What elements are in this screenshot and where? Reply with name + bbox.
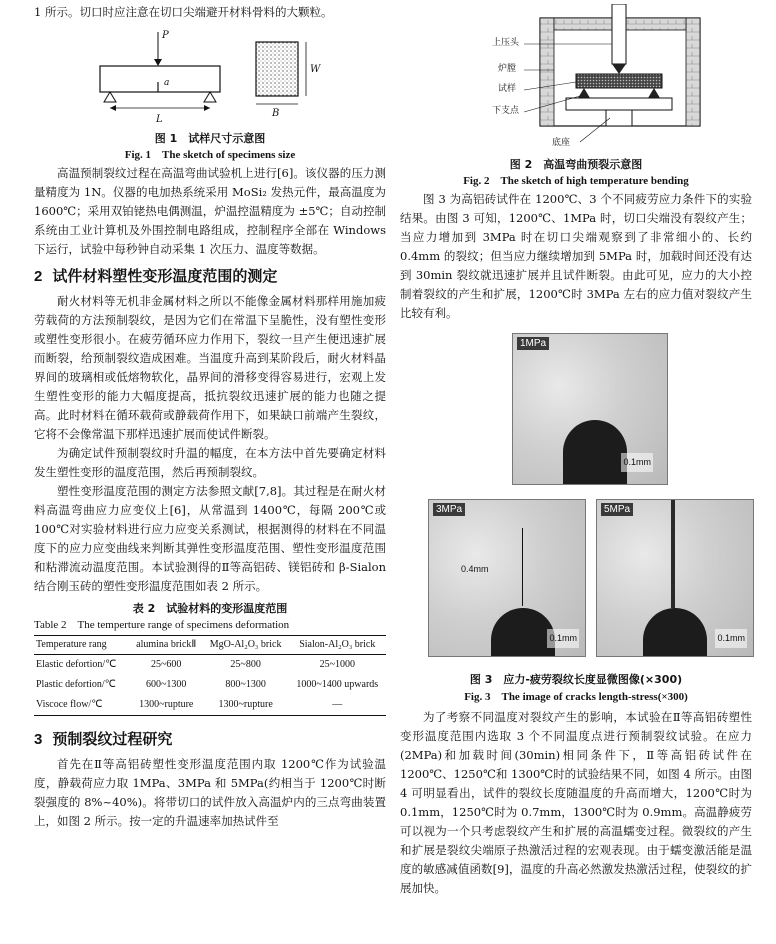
figure-2-caption-cn: 图 2 高温弯曲预裂示意图 xyxy=(509,158,643,171)
micrograph-1mpa xyxy=(512,333,668,485)
label-base: 底座 xyxy=(552,138,571,148)
scale-bar: 0.1mm xyxy=(715,629,747,648)
figure-1-caption-cn: 图 1 试样尺寸示意图 xyxy=(154,132,266,145)
figure-3 xyxy=(400,333,752,689)
table-row xyxy=(34,675,386,695)
stress-tag: 3MPa xyxy=(433,503,465,516)
crack-length-arrow xyxy=(522,528,523,606)
section-title: 试件材料塑性变形温度范围的测定 xyxy=(52,267,278,285)
top-line: 1 所示。切口时应注意在切口尖端避开材料骨料的大颗粒。 xyxy=(34,5,333,19)
figure-3-caption-cn: 图 3 应力-疲劳裂纹长度显微图像(×300) xyxy=(469,673,683,686)
crack-length-label: 0.4mm xyxy=(461,564,489,574)
table-cell: 25~800 xyxy=(230,659,261,670)
table-header-cell: Sialon-Al₂O₃ brick xyxy=(289,636,386,655)
table-cell: Elastic defortion/℃ xyxy=(36,659,117,670)
paragraph: 图 3 为高铝砖试件在 1200℃、3 个不同疲劳应力条件下的实验结果。由图 3 可知，1200℃、1MPa 时，切口尖端没有裂纹产生；当应力增加到 3MPa 时在切口尖端观察到了非常细小的、长约 0.4mm 的裂纹；但当应力继续增加到 5MPa 时，加载时间还没有达到 30min 裂纹就迅速扩展并且试件断裂。由此可见，应力的大小控制着裂纹的产生和扩展，1200℃时 3MPa 左右的应力值对裂纹产生比较有利。 xyxy=(400,192,752,320)
table-cell: 1300~rupture xyxy=(203,695,289,716)
table-header-row xyxy=(34,636,386,655)
label-top-head: 上压头 xyxy=(492,38,520,48)
micrograph-5mpa xyxy=(596,499,754,657)
left-column xyxy=(34,0,386,831)
label-support: 下支点 xyxy=(492,106,520,116)
table-header-cell: alumina brickⅡ xyxy=(130,636,203,655)
table-header-cell: Temperature rang xyxy=(34,636,130,655)
table-cell: 600~1300 xyxy=(146,679,187,690)
table-cell: Viscoce flow/℃ xyxy=(34,695,130,716)
table-2-caption-cn: 表 2 试验材料的变形温度范围 xyxy=(132,602,288,615)
table-row xyxy=(34,655,386,676)
stress-tag: 5MPa xyxy=(601,503,633,516)
notch-tip xyxy=(643,608,707,657)
paragraph: 为确定试件预制裂纹时升温的幅度，在本方法中首先要确定材料发生塑性变形的温度范围，然后再预制裂纹。 xyxy=(34,446,386,479)
section-number: 3 xyxy=(34,731,43,748)
label-p: P xyxy=(162,30,169,41)
table-cell: 1000~1400 upwards xyxy=(296,679,379,690)
label-furnace: 炉膛 xyxy=(498,64,517,74)
label-w: W xyxy=(310,64,321,75)
paragraph: 首先在Ⅱ等高铝砖塑性变形温度范围内取 1200℃作为试验温度，静载荷应力取 1MPa、3MPa 和 5MPa(约相当于 1200℃时断裂强度的 8%~40%)。将带切口的试件放入高温炉内的三点弯曲装置上，如图 2 所示。按一定的升温速率加热试件至 xyxy=(34,757,386,828)
paragraph: 耐火材料等无机非金属材料之所以不能像金属材料那样用施加疲劳载荷的方法预制裂纹，是因为它们在常温下呈脆性，没有塑性变形或塑性变形很小。在疲劳循环应力作用下，裂纹一旦产生便迅速扩展而断裂，给预制裂纹造成困难。当温度升高到某阶段后，耐火材料晶界间的玻璃相或低熔物软化，晶界间的滑移变得容易进行，宏观上发生塑性变形的能力大幅度提高，抵抗裂纹迅速扩展的能力也随之提高。此时材料在循环载荷或静载荷作用下，如果缺口前端产生裂纹，它将不会像常温下那样迅速扩展而使试件断裂。 xyxy=(34,294,386,441)
table-cell: 800~1300 xyxy=(225,679,266,690)
table-2-caption-en: Table 2 The temperture range of specimens deformation xyxy=(34,619,290,631)
figure-2 xyxy=(400,4,752,154)
table-cell: 25~600 xyxy=(151,659,182,670)
section-title: 预制裂纹过程研究 xyxy=(52,730,173,748)
table-cell: 25~1000 xyxy=(319,659,355,670)
label-l: L xyxy=(156,114,163,125)
notch-tip xyxy=(491,608,555,657)
micrograph-3mpa xyxy=(428,499,586,657)
right-column xyxy=(400,0,752,898)
notch-tip xyxy=(563,420,627,485)
label-b: B xyxy=(272,108,280,119)
table-row xyxy=(34,695,386,716)
figure-1-caption-en: Fig. 1 The sketch of specimens size xyxy=(124,149,296,161)
paragraph: 高温预制裂纹过程在高温弯曲试验机上进行[6]。该仪器的压力测量精度为 1N。仪器的电加热系统采用 MoSi₂ 发热元件，最高温度为 1600℃；采用双铂铑热电偶测温，炉温控温精度为 ±5℃；自动控制系统由工业计算机及外围控制电路组成，控制程序全部在 Windows 下运行，试验中每秒钟自动采集 1 次压力、温度等数据。 xyxy=(34,166,386,256)
section-heading-2 xyxy=(34,265,386,288)
table-cell: Plastic defortion/℃ xyxy=(36,679,116,690)
table-cell: — xyxy=(289,695,386,716)
scale-bar: 0.1mm xyxy=(621,453,653,472)
figure-1 xyxy=(34,26,386,130)
figure-2-caption-en: Fig. 2 The sketch of high temperature bending xyxy=(463,175,689,187)
section-heading-3 xyxy=(34,728,386,751)
label-specimen: 试样 xyxy=(498,84,517,94)
specimen-sketch xyxy=(34,26,386,130)
crack-line xyxy=(671,500,675,608)
table-cell: 1300~rupture xyxy=(130,695,203,716)
section-number: 2 xyxy=(34,268,43,285)
scale-bar: 0.1mm xyxy=(547,629,579,648)
label-a: a xyxy=(164,78,170,88)
table-header-cell: MgO-Al₂O₃ brick xyxy=(203,636,289,655)
paragraph: 塑性变形温度范围的测定方法参照文献[7,8]。其过程是在耐火材料高温弯曲应力应变仪上[6]，从常温到 1400℃，每隔 200℃或 100℃对实验材料进行应力应变关系测试，根据测得的材料在不同温度下的应力应变曲线来判断其弹性变形温度范围、塑性变形温度范围和粘滞流动温度范围。本试验测得的Ⅱ等高铝砖、镁铝砖和 β-Sialon 结合刚玉砖的塑性变形温度范围如表 2 所示。 xyxy=(34,484,386,593)
paragraph: 为了考察不同温度对裂纹产生的影响，本试验在Ⅱ等高铝砖塑性变形温度范围内选取 3 个不同温度点进行预制裂纹试验。在应力(2MPa)和加载时间(30min)相同条件下，Ⅱ等高铝砖试件在 1200℃、1250℃和 1300℃时的试验结果不同，如图 4 所示。由图 4 可明显看出，试件的裂纹长度随温度的升高而增大，1200℃时为 0.1mm，1250℃时为 0.7mm，1300℃时为 0.9mm。高温静疲劳可以视为一个只考虑裂纹产生和扩展的高温蠕变过程。微裂纹的产生和扩展是裂纹尖端原子热激活过程的宏观表现。由于蠕变激活能是温度的敏感减值函数[9]，温度的升高必然激发热激活过程，使裂纹的扩展加快。 xyxy=(400,710,752,895)
stress-tag: 1MPa xyxy=(517,337,549,350)
figure-3-caption-en: Fig. 3 The image of cracks length-stress(×300) xyxy=(464,691,688,703)
table-2 xyxy=(34,635,386,716)
bending-apparatus-sketch xyxy=(400,4,752,154)
